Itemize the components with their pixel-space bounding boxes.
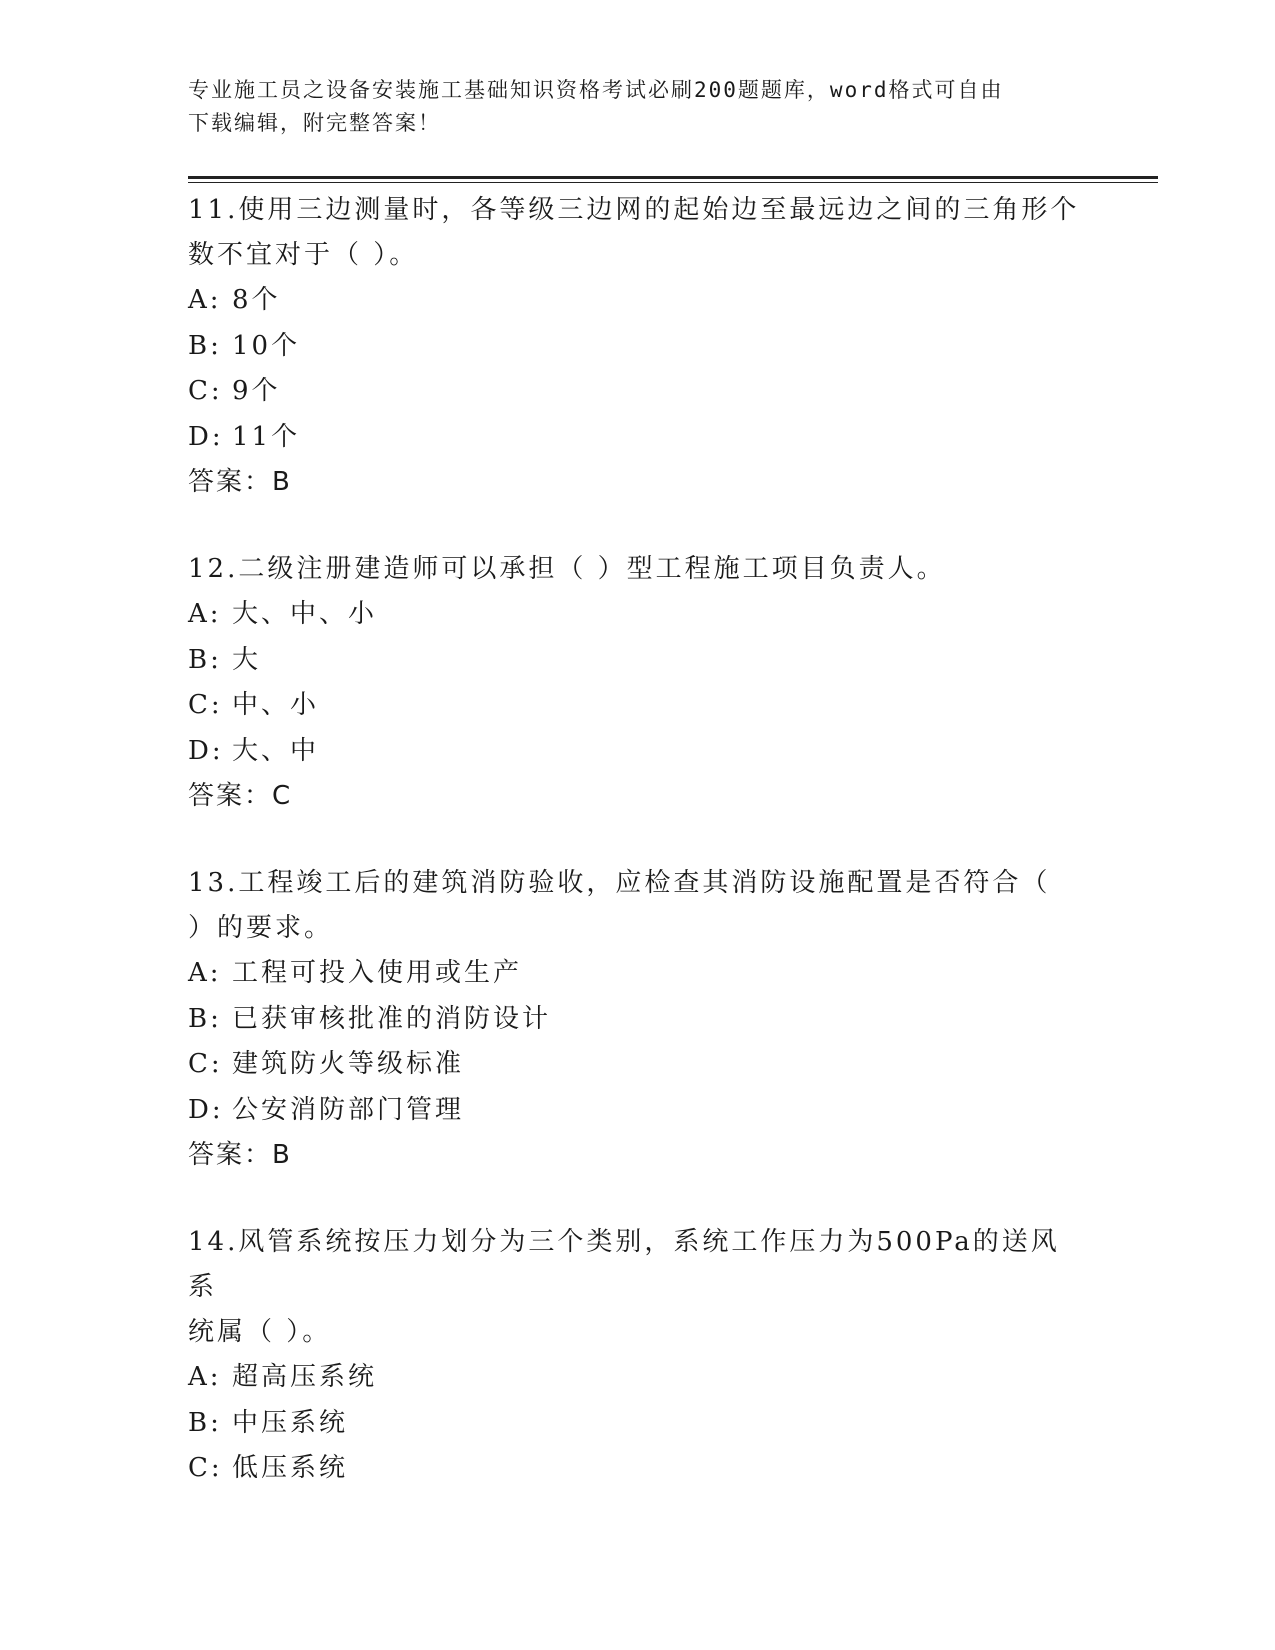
option-a xyxy=(188,592,1088,638)
question-stem-line: 13.工程竣工后的建筑消防验收，应检查其消防设施配置是否符合（ xyxy=(188,868,1051,898)
option-c xyxy=(188,683,1088,729)
option-text: 11个 xyxy=(232,421,301,452)
option-key: C: xyxy=(188,690,223,720)
option-b xyxy=(188,324,1088,370)
question-stem-line: ）的要求。 xyxy=(188,913,334,943)
header-divider-thick xyxy=(188,176,1158,179)
option-a xyxy=(188,951,1088,997)
option-text: 中压系统 xyxy=(232,1407,349,1438)
option-key: A: xyxy=(188,958,222,988)
option-d xyxy=(188,1088,1088,1134)
option-text: 大 xyxy=(232,644,262,675)
question-stem-line: 12.二级注册建造师可以承担（ ）型工程施工项目负责人。 xyxy=(188,554,946,584)
option-text: 公安消防部门管理 xyxy=(232,1094,465,1125)
option-d xyxy=(188,729,1088,775)
option-key: C: xyxy=(188,1049,223,1079)
option-c xyxy=(188,369,1088,415)
question-stem-line: 11.使用三边测量时，各等级三边网的起始边至最远边之间的三角形个 xyxy=(188,195,1080,225)
option-text: 大、中 xyxy=(232,735,320,766)
option-c xyxy=(188,1446,1088,1492)
header-line-1: 专业施工员之设备安装施工基础知识资格考试必刷200题题库，word格式可自由 xyxy=(188,78,1004,102)
option-key: B: xyxy=(188,1003,222,1034)
question-list xyxy=(188,188,1088,1534)
option-key: B: xyxy=(188,1407,222,1438)
question-stem-line: 数不宜对于（ ）。 xyxy=(188,240,419,270)
option-key: D: xyxy=(188,421,224,452)
option-text: 10个 xyxy=(232,330,301,361)
question-stem-line: 统属（ ）。 xyxy=(188,1317,332,1347)
option-text: 低压系统 xyxy=(232,1453,349,1483)
option-key: D: xyxy=(188,1094,224,1125)
option-b xyxy=(188,638,1088,684)
option-b xyxy=(188,997,1088,1043)
option-a xyxy=(188,278,1088,324)
option-b xyxy=(188,1401,1088,1447)
answer-line: 答案：B xyxy=(188,1140,292,1170)
option-text: 9个 xyxy=(232,376,281,406)
option-text: 大、中、小 xyxy=(232,599,378,629)
question-13 xyxy=(188,861,1088,1178)
header-divider-thin xyxy=(188,182,1158,183)
option-key: B: xyxy=(188,644,222,675)
option-key: A: xyxy=(188,599,222,629)
option-text: 中、小 xyxy=(232,690,320,720)
option-text: 超高压系统 xyxy=(232,1362,378,1392)
option-a xyxy=(188,1355,1088,1401)
header-line-2: 下载编辑，附完整答案！ xyxy=(188,111,441,135)
option-c xyxy=(188,1042,1088,1088)
option-key: B: xyxy=(188,330,222,361)
question-14 xyxy=(188,1220,1088,1492)
option-text: 8个 xyxy=(232,285,281,315)
document-header xyxy=(188,74,1068,140)
option-text: 工程可投入使用或生产 xyxy=(232,958,523,988)
option-key: C: xyxy=(188,376,223,406)
answer-line: 答案：B xyxy=(188,467,292,497)
question-11 xyxy=(188,188,1088,505)
option-d xyxy=(188,415,1088,461)
option-key: C: xyxy=(188,1453,223,1483)
question-stem-line: 14.风管系统按压力划分为三个类别，系统工作压力为500Pa的送风系 xyxy=(188,1227,1060,1302)
answer-line: 答案：C xyxy=(188,781,293,811)
option-key: A: xyxy=(188,285,222,315)
option-key: A: xyxy=(188,1362,222,1392)
question-12 xyxy=(188,547,1088,819)
option-text: 建筑防火等级标准 xyxy=(232,1049,465,1079)
option-key: D: xyxy=(188,735,224,766)
option-text: 已获审核批准的消防设计 xyxy=(232,1003,552,1034)
